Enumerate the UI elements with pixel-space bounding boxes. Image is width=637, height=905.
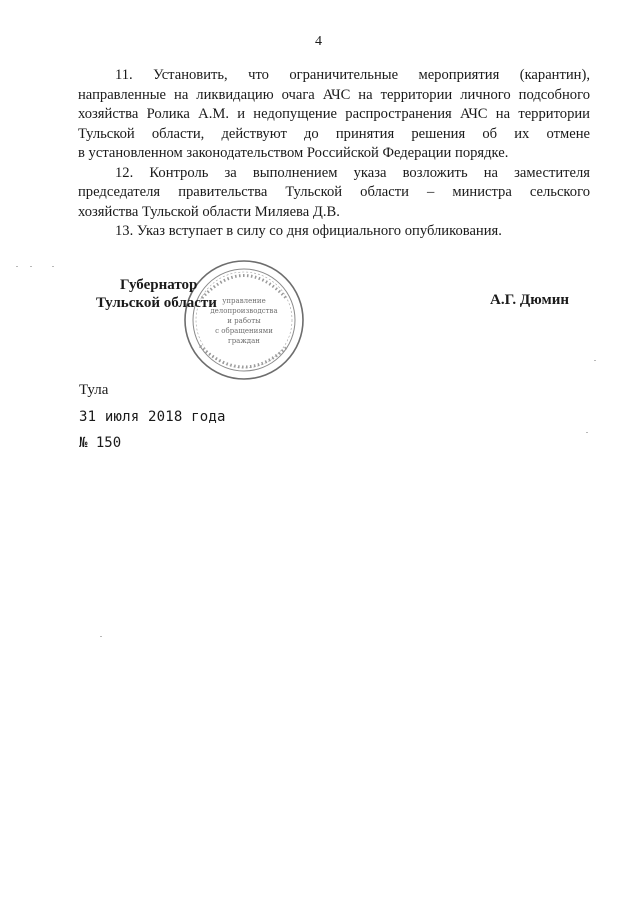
signatory-title-line2: Тульской области xyxy=(96,295,217,311)
paragraph-line: 13. Указ вступает в силу со дня официального опубликования. xyxy=(115,223,502,239)
paragraph-13 xyxy=(78,222,590,242)
issue-city: Тула xyxy=(79,382,109,398)
signatory-title-line1: Губернатор xyxy=(120,277,198,293)
paragraph-12 xyxy=(78,164,590,223)
paragraph-line: 11. Установить, что ограничительные мероприятия (карантин), xyxy=(115,67,590,83)
paragraph-line: хозяйства Ролика А.М. и недопущение распространения АЧС на территории xyxy=(78,106,590,122)
page-number: 4 xyxy=(315,34,322,49)
paragraph-line: хозяйства Тульской области Миляева Д.В. xyxy=(78,203,340,220)
issue-date: 31 июля 2018 года xyxy=(79,409,226,425)
signatory-title xyxy=(96,276,217,312)
paragraph-11 xyxy=(78,66,590,164)
scan-speck xyxy=(30,266,32,267)
scan-speck xyxy=(52,266,54,267)
paragraph-line: 12. Контроль за выполнением указа возложить на заместителя xyxy=(115,164,590,181)
scan-speck xyxy=(594,360,596,361)
scan-speck xyxy=(16,266,18,267)
paragraph-line: направленные на ликвидацию очага АЧС на территории личного подсобного xyxy=(78,86,590,103)
stamp-text-line: и работы xyxy=(227,317,261,325)
document-body xyxy=(78,66,590,242)
stamp-text-line: делопроизводства xyxy=(210,307,278,315)
stamp-text-line: с обращениями xyxy=(215,327,273,335)
paragraph-line: председателя правительства Тульской области – министра сельского xyxy=(78,184,590,200)
signatory-name: А.Г. Дюмин xyxy=(490,292,570,308)
paragraph-line: в установленном законодательством Российской Федерации порядке. xyxy=(78,145,509,161)
stamp-text-line: управление xyxy=(222,297,266,305)
paragraph-line: Тульской области, действуют до принятия решения об их отмене xyxy=(78,125,590,142)
scan-speck xyxy=(100,636,102,637)
stamp-text-line: граждан xyxy=(228,337,260,345)
scan-speck xyxy=(586,432,588,433)
decree-number: № 150 xyxy=(79,435,122,451)
